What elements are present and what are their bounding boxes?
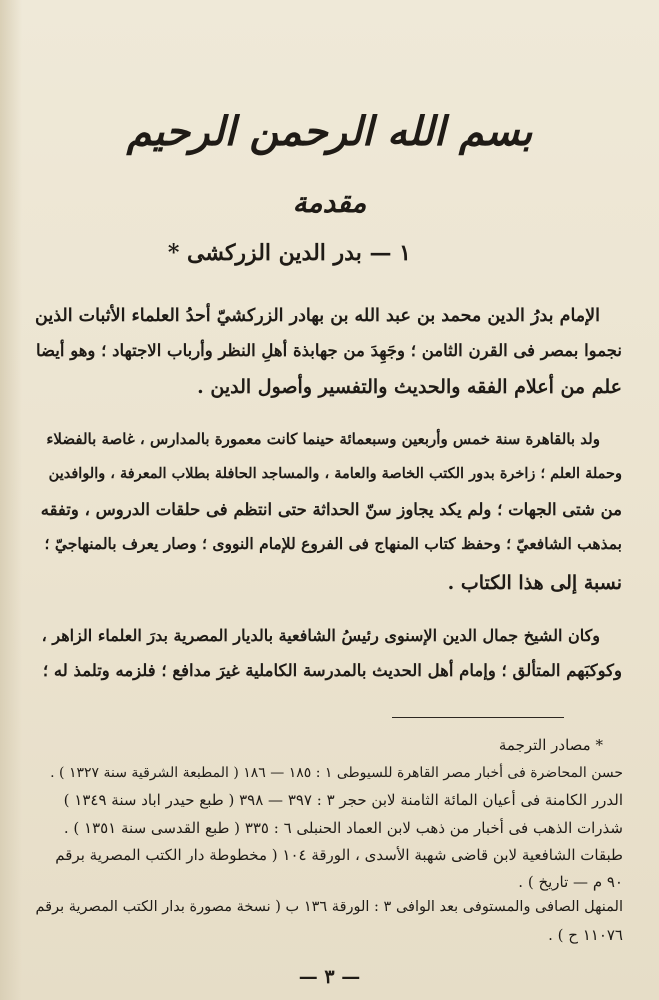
body-line: علم من أعلام الفقه والحديث والتفسير وأصول الدين .	[197, 376, 622, 398]
footnote-line: ٩٠ م — تاريخ ) .	[518, 873, 623, 891]
footnote-title: * مصادر الترجمة	[498, 736, 603, 754]
body-line: من شتى الجهات ؛ ولم يكد يجاوز سنّ الحداثة حتى انتظم فى حلقات الدروس ، وتفقه	[40, 500, 622, 519]
body-line: وحملة العلم ؛ زاخرة بدور الكتب الخاصة والعامة ، والمساجد الحافلة بطلاب المعرفة ، والوافدين	[48, 465, 622, 482]
footnote-line: حسن المحاضرة فى أخبار مصر القاهرة للسيوطى ١ : ١٨٥ — ١٨٦ ( المطبعة الشرقية سنة ١٣٢٧ ) .	[50, 765, 623, 781]
basmala-calligraphy: بسم الله الرحمن الرحيم	[126, 108, 533, 155]
footnote-line: شذرات الذهب فى أخبار من ذهب لابن العماد الحنبلى ٦ : ٣٣٥ ( طبع القدسى سنة ١٣٥١ ) .	[63, 819, 623, 837]
intro-title: مقدمة	[292, 186, 367, 219]
footnote-line: المنهل الصافى والمستوفى بعد الوافى ٣ : الورقة ١٣٦ ب ( نسخة مصورة بدار الكتب المصرية برقم	[35, 899, 623, 915]
body-line: نسبة إلى هذا الكتاب .	[447, 572, 622, 594]
body-line: الإمام بدرُ الدين محمد بن عبد الله بن بهادر الزركشيّ أحدُ العلماء الأثبات الذين	[35, 306, 600, 326]
footnote-line: ١١٠٧٦ ح ) .	[548, 926, 623, 944]
body-line: وكوكبَهم المتألق ؛ وإمام أهل الحديث بالمدرسة الكاملية غيرَ مدافع ؛ فلزمه وتلمذ له ؛	[42, 661, 622, 680]
page-number: — ٣ —	[298, 966, 361, 988]
body-line: بمذهب الشافعيّ ؛ وحفظ كتاب المنهاج فى الفروع للإمام النووى ؛ وصار يعرف بالمنهاجيّ ؛	[44, 534, 622, 553]
section-heading	[168, 240, 411, 266]
intro-heading	[0, 186, 659, 219]
footnote-line: طبقات الشافعية لابن قاضى شهبة الأسدى ، الورقة ١٠٤ ( مخطوطة دار الكتب المصرية برقم	[55, 846, 623, 864]
footnote-separator	[392, 717, 564, 718]
body-line: ولد بالقاهرة سنة خمس وأربعين وسبعمائة حينما كانت معمورة بالمدارس ، غاصة بالفضلاء	[46, 430, 600, 448]
section-heading-text: ١ — بدر الدين الزركشى *	[167, 240, 411, 266]
body-line: وكان الشيخ جمال الدين الإسنوى رئيسُ الشافعية بالديار المصرية بدرَ العلماء الزاهر ،	[41, 626, 600, 645]
footnote-line: الدرر الكامنة فى أعيان المائة الثامنة لابن حجر ٣ : ٣٩٧ — ٣٩٨ ( طبع حيدر اباد سنة ١٣٤٩ )	[63, 791, 623, 809]
page-number-footer	[0, 966, 659, 988]
basmala-header	[0, 108, 659, 155]
body-line: نجموا بمصر فى القرن الثامن ؛ وجَهِدَ من جهابذة أهلِ النظر وأرباب الاجتهاد ؛ وهو أيضا	[35, 341, 622, 360]
